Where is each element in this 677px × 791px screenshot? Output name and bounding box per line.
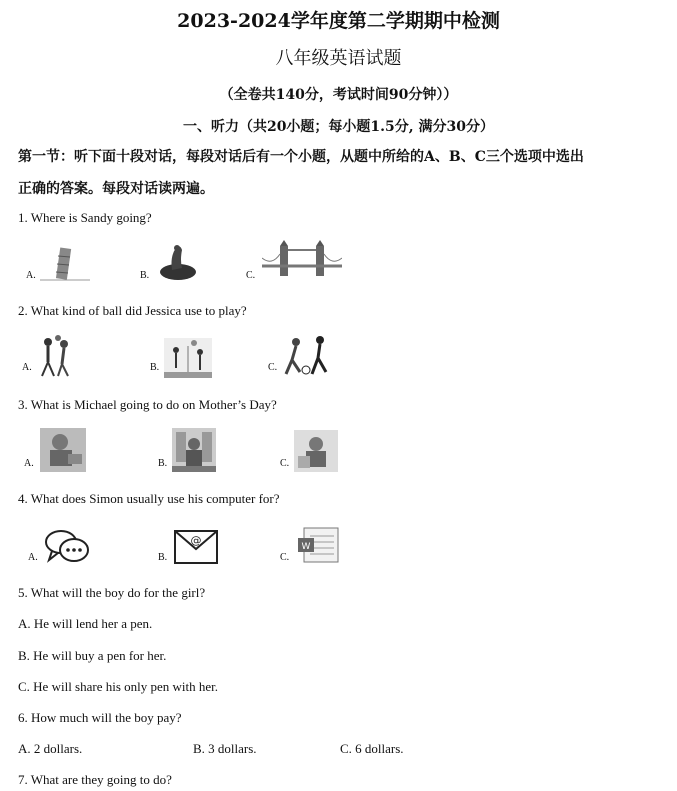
- question-6: 6. How much will the boy pay?: [18, 710, 182, 725]
- q2-option-b-label[interactable]: B.: [150, 362, 160, 373]
- q3-option-c-label[interactable]: C.: [280, 458, 290, 469]
- question-3: 3. What is Michael going to do on Mother’s Day?: [18, 397, 277, 412]
- boy-cooking-icon[interactable]: [40, 428, 86, 472]
- q1-option-c-label[interactable]: C.: [246, 270, 256, 281]
- boy-card-icon[interactable]: [294, 430, 338, 472]
- q3-option-b-label[interactable]: B.: [158, 458, 168, 469]
- q5-option-a[interactable]: A. He will lend her a pen.: [18, 616, 153, 631]
- question-1: 1. Where is Sandy going?: [18, 210, 152, 225]
- section-instruction-line1: 第一节：听下面十段对话，每段对话后有一个小题，从题中所给的A、B、C三个选项中选出: [18, 149, 584, 165]
- q3-option-a-label[interactable]: A.: [24, 458, 34, 469]
- section-title: 一、听力（共20小题；每小题1.5分, 满分30分）: [182, 119, 495, 135]
- soccer-players-icon[interactable]: [282, 334, 338, 378]
- question-7: 7. What are they going to do?: [18, 772, 172, 787]
- svg-text:W: W: [301, 542, 311, 552]
- q6-option-b[interactable]: B. 3 dollars.: [193, 741, 257, 756]
- svg-text:@: @: [190, 534, 202, 547]
- q6-option-a[interactable]: A. 2 dollars.: [18, 741, 83, 756]
- question-5: 5. What will the boy do for the girl?: [18, 585, 206, 600]
- q4-option-b-label[interactable]: B.: [158, 552, 168, 563]
- leaning-tower-icon[interactable]: [40, 244, 90, 282]
- volleyball-players-icon[interactable]: [164, 338, 212, 378]
- q4-option-c-label[interactable]: C.: [280, 552, 290, 563]
- email-envelope-icon[interactable]: [174, 530, 218, 564]
- q5-option-b[interactable]: B. He will buy a pen for her.: [18, 648, 167, 663]
- exam-note: （全卷共140分，考试时间90分钟））: [219, 87, 458, 103]
- boy-shopping-icon[interactable]: [172, 428, 216, 472]
- question-2: 2. What kind of ball did Jessica use to play?: [18, 303, 247, 318]
- q2-option-c-label[interactable]: C.: [268, 362, 278, 373]
- basketball-players-icon[interactable]: [36, 334, 80, 378]
- q1-option-a-label[interactable]: A.: [26, 270, 36, 281]
- q2-option-a-label[interactable]: A.: [22, 362, 32, 373]
- exam-title: 2023-2024学年度第二学期期中检测: [177, 10, 500, 32]
- q5-option-c[interactable]: C. He will share his only pen with her.: [18, 679, 219, 694]
- q1-option-b-label[interactable]: B.: [140, 270, 150, 281]
- chat-bubbles-icon[interactable]: [44, 528, 90, 566]
- q6-option-c[interactable]: C. 6 dollars.: [340, 741, 404, 756]
- word-document-icon[interactable]: [296, 526, 340, 566]
- exam-subtitle: 八年级英语试题: [275, 48, 402, 69]
- question-4: 4. What does Simon usually use his computer for?: [18, 491, 280, 506]
- mermaid-statue-icon[interactable]: [158, 242, 198, 282]
- q4-option-a-label[interactable]: A.: [28, 552, 38, 563]
- section-instruction-line2: 正确的答案。每段对话读两遍。: [18, 181, 214, 197]
- tower-bridge-icon[interactable]: [262, 240, 342, 280]
